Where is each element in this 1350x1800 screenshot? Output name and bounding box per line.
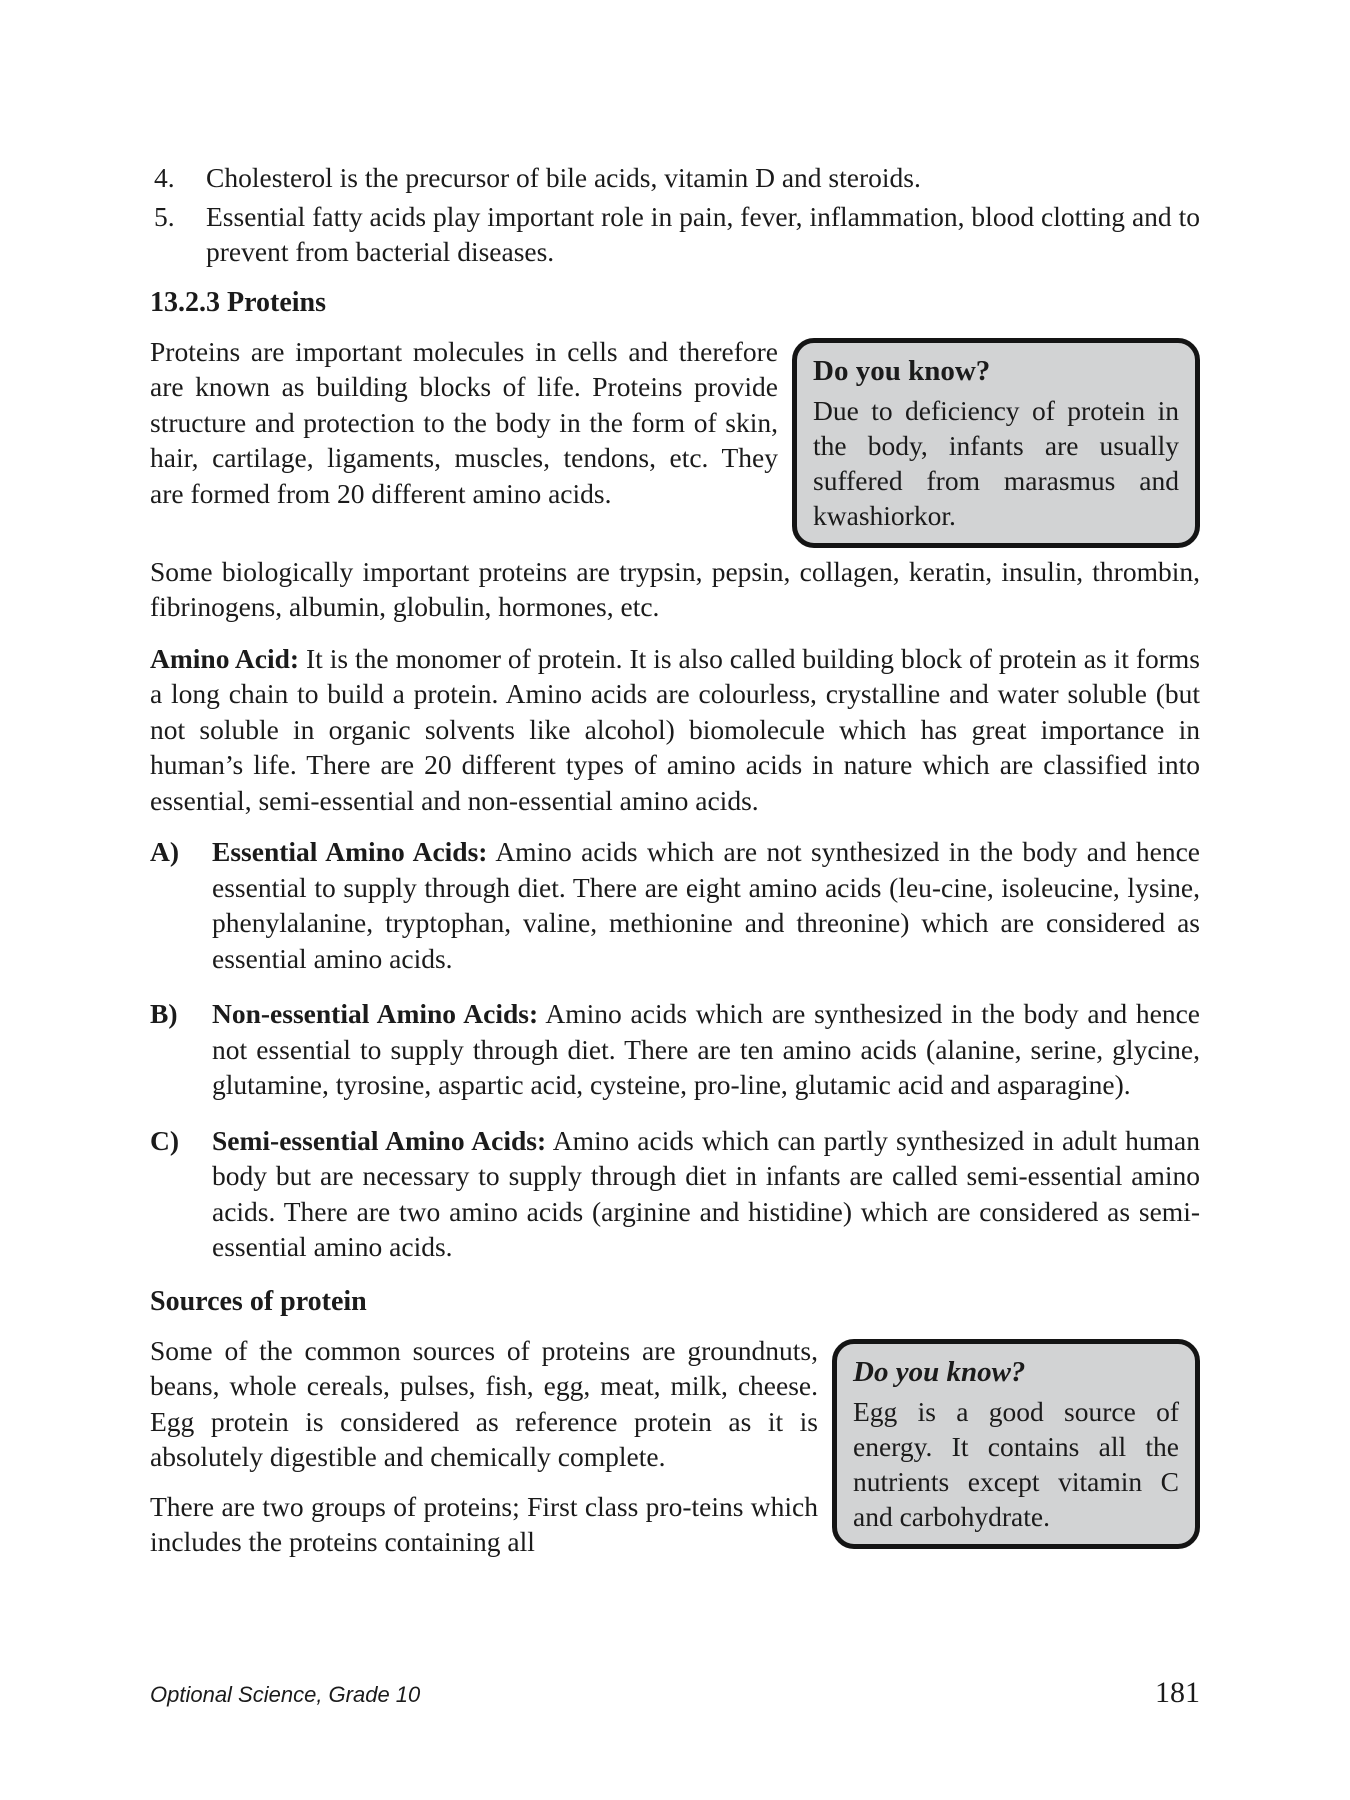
amino-acid-paragraph — [150, 641, 1200, 819]
sources-paragraph-2: There are two groups of proteins; First class pro-teins which includes the proteins containing all — [150, 1490, 818, 1557]
list-item-text: Cholesterol is the precursor of bile acids, vitamin D and steroids. — [206, 162, 921, 193]
list-item-text: Amino acids which are not synthesized in the body and hence essential to supply through diet. There are eight amino acids (leu-cine, isoleucine, lysine, phenylalanine, tryptophan, valine, methionine and threonine) which are considered as essential amino acids. — [212, 836, 1200, 974]
callout-title: Do you know? — [853, 1355, 1026, 1388]
biologically-important-paragraph: Some biologically important proteins are trypsin, pepsin, collagen, keratin, insulin, thrombin, fibrinogens, albumin, globulin, hormones, etc. — [150, 555, 1200, 622]
amino-acid-lead: Amino Acid: — [150, 642, 300, 674]
list-item-text: Essential fatty acids play important role in pain, fever, inflammation, blood clotting and to prevent from bacterial diseases. — [206, 200, 1200, 267]
list-marker: 5. — [154, 200, 175, 232]
sources-heading: Sources of protein — [150, 1285, 367, 1317]
list-item — [150, 160, 1200, 196]
list-marker: 4. — [154, 162, 175, 193]
callout-title: Do you know? — [813, 354, 991, 387]
do-you-know-callout-2 — [832, 1339, 1200, 1549]
list-item-text: Amino acids which are synthesized in the body and hence not essential to supply through diet. There are ten amino acids (alanine, serine, glycine, glutamine, tyrosine, aspartic acid, cysteine, pro-line, glutamic acid and asparagine). — [212, 998, 1200, 1100]
page-number: 181 — [1155, 1676, 1200, 1709]
list-marker: A) — [150, 836, 180, 867]
callout-body: Egg is a good source of energy. It contains all the nutrients except vitamin C and carbohydrate. — [853, 1395, 1179, 1532]
list-item-lead: Semi-essential Amino Acids: — [212, 1124, 547, 1156]
amino-acid-types-list — [150, 834, 1200, 1265]
callout-body: Due to deficiency of protein in the body, infants are usually suffered from marasmus and kwashiorkor. — [813, 394, 1179, 531]
do-you-know-callout-1 — [792, 338, 1200, 548]
numbered-list — [150, 160, 1200, 270]
list-item-lead: Non-essential Amino Acids: — [212, 998, 539, 1029]
list-item-text: Amino acids which can partly synthesized in adult human body but are necessary to supply through diet in infants are called semi-essential amino acids. There are two amino acids (arginine and histidine) which are considered as semi-essential amino acids. — [212, 1124, 1200, 1262]
list-item — [150, 1123, 1200, 1265]
list-item-lead: Essential Amino Acids: — [212, 836, 488, 867]
footer-book-title: Optional Science, Grade 10 — [150, 1682, 421, 1707]
amino-acid-text: It is the monomer of protein. It is also called building block of protein as it forms a long chain to build a protein. Amino acids are colourless, crystalline and water soluble (but not soluble in organic solvents like alcohol) biomolecule which has great importance in human’s life. There are 20 different types of amino acids in nature which are classified into essential, semi-essential and non-essential amino acids. — [150, 642, 1201, 816]
list-item — [150, 996, 1200, 1103]
list-item — [150, 199, 1200, 270]
intro-paragraph: Proteins are important molecules in cells and therefore are known as building blocks of life. Proteins provide structure and protection to the body in the form of skin, hair, cartilage, ligaments, muscles, tendons, etc. They are formed from 20 different amino acids. — [150, 335, 778, 509]
list-item — [150, 834, 1200, 976]
sources-block — [150, 1333, 1200, 1574]
sources-paragraph-1: Some of the common sources of proteins are groundnuts, beans, whole cereals, pulses, fish, egg, meat, milk, cheese. Egg protein is considered as reference protein as it is absolutely digestible and chemically complete. — [150, 1334, 818, 1472]
intro-block — [150, 334, 1200, 554]
list-marker: C) — [150, 1124, 180, 1156]
section-heading: 13.2.3 Proteins — [150, 286, 327, 318]
page-footer — [150, 1676, 1200, 1722]
list-marker: B) — [150, 998, 178, 1029]
